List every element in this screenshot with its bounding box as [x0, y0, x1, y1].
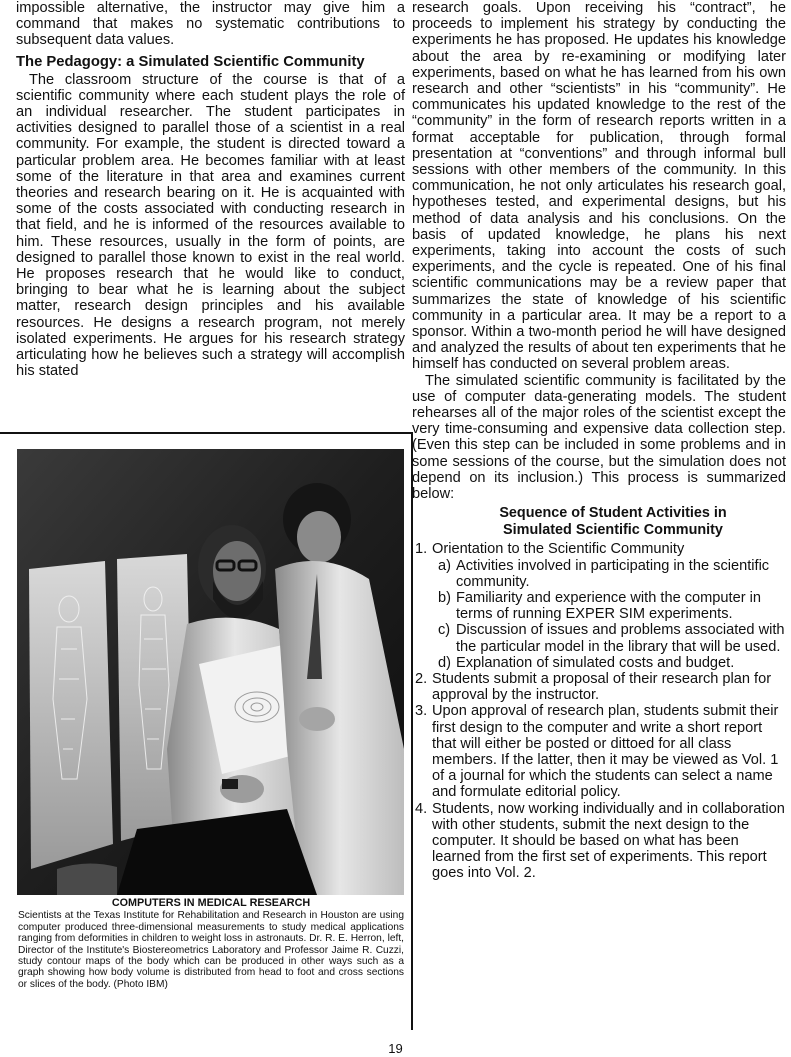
- list-item: [438, 557, 786, 590]
- activity-steps-list: [412, 541, 786, 881]
- caption-title: COMPUTERS IN MEDICAL RESEARCH: [111, 897, 311, 909]
- list-item: [415, 541, 786, 671]
- step-number: 1.: [415, 541, 428, 558]
- sub-step-text: Activities involved in participating in the scientific community.: [456, 557, 770, 590]
- step-number: 3.: [415, 703, 428, 720]
- step-text: Students, now working individually and in collaboration with other students, submit the next design to the computer. It should be based on what has been learned from the first set of experiments. This report goes into Vol. 2.: [432, 800, 785, 882]
- right-column: [412, 0, 786, 882]
- list-item: [415, 703, 786, 801]
- step-text: Upon approval of research plan, students submit their first design to the computer and write a short report that will either be posted or dittoed for all class members. If the latter, then it may be viewed as Vol. 1 of a journal for which the students can select a name and formulate editorial policy.: [432, 703, 779, 801]
- photo-scientists-with-computer: [17, 449, 404, 895]
- list-item: [438, 654, 786, 671]
- sequence-heading: [440, 505, 786, 539]
- figure-caption: [18, 898, 404, 990]
- left-column: [16, 0, 405, 379]
- sub-step-text: Discussion of issues and problems associated with the particular model in the library that will be used.: [456, 622, 785, 655]
- sub-step-letter: a): [438, 557, 451, 574]
- sub-step-text: Familiarity and experience with the computer in terms of running EXPER SIM experiments.: [456, 589, 761, 623]
- page-number: 19: [388, 1041, 403, 1056]
- list-item: [438, 589, 786, 623]
- simulation-paragraph: The simulated scientific community is facilitated by the use of computer data-generating models. The student rehearses all of the major roles of the scientist except the very time-consuming and expensive data collection step. (Even this step can be included in some problems and in some sessions of the course, but the simulation does not depend on its inclusion.) This process is summarized below:: [412, 372, 786, 503]
- section-heading: The Pedagogy: a Simulated Scientific Community: [16, 53, 365, 70]
- sequence-heading-line-1: Sequence of Student Activities in: [499, 505, 727, 522]
- step-number: 2.: [415, 670, 428, 687]
- list-item: [438, 622, 786, 655]
- list-item: [415, 670, 786, 704]
- contract-paragraph: research goals. Upon receiving his “contract”, he proceeds to implement his strategy by conducting the experiments he has proposed. He updates his knowledge about the area by re-examining or modifying later experiments, based on what he has learned from his own research and other “scientists” in his “community”. He communicates his updated knowledge to the rest of the “community” in the form of research reports written in a format acceptable for publication, through formal presentation at “conventions” and through informal bull sessions with other members of the community. In this communication, he not only articulates his research goal, hypotheses tested, and experimental designs, but his method of data analysis and his conclusions. On the basis of updated knowledge, he plans his next experiments, taking into account the costs of such experiments, and the cycle is repeated. One of his final scientific communications may be a review paper that summarizes the state of knowledge of his scientific community in a particular area. It may be a report to a sponsor. Within a two-month period he will have designed and analyzed the results of about ten experiments that he himself has conducted on several problem areas.: [412, 0, 786, 373]
- sub-step-letter: b): [438, 589, 451, 606]
- sub-step-letter: d): [438, 654, 451, 671]
- sequence-heading-line-2: Simulated Scientific Community: [503, 522, 723, 539]
- list-item: [415, 800, 786, 882]
- sub-step-letter: c): [438, 622, 451, 639]
- caption-text: Scientists at the Texas Institute for Rehabilitation and Research in Houston are using computer produced three-dimensional measurements to study medical applications ranging from deformities in children to weight loss in astronauts. Dr. R. E. Herron, left, Director of the Institute's Biostereometrics Laboratory and Professor Jaime R. Cuzzi, study contour maps of the body which can be produced in other ways such as a graph showing how body volume is distributed from head to foot and cross sections or slices of the body. (Photo IBM): [18, 910, 404, 990]
- step-text: Students submit a proposal of their research plan for approval by the instructor.: [432, 670, 772, 704]
- sub-steps-list: [432, 558, 786, 671]
- sub-step-text: Explanation of simulated costs and budget.: [456, 654, 735, 671]
- step-number: 4.: [415, 800, 428, 817]
- intro-text: impossible alternative, the instructor may give him a command that makes no systematic contributions to subsequent data values.: [16, 0, 405, 49]
- step-text: Orientation to the Scientific Community: [432, 541, 685, 558]
- pedagogy-paragraph: The classroom structure of the course is that of a scientific community where each student plays the role of an individual researcher. The student participates in activities designed to parallel those of a scientist in a real community. For example, the student is directed toward a particular problem area. He becomes familiar with at least some of the literature in that area and examines current theories and research bearing on it. He is acquainted with some of the costs associated with conducting research in that field, and he is informed of the resources available to him. These resources, usually in the form of points, are designed to parallel those known to exist in the real world. He proposes research that he would like to conduct, bringing to bear what he is learning about the subject matter, research design principles and his available resources. He designs a research program, not merely isolated experiments. He argues for his research strategy articulating how he believes such a strategy will accomplish his stated: [16, 71, 405, 380]
